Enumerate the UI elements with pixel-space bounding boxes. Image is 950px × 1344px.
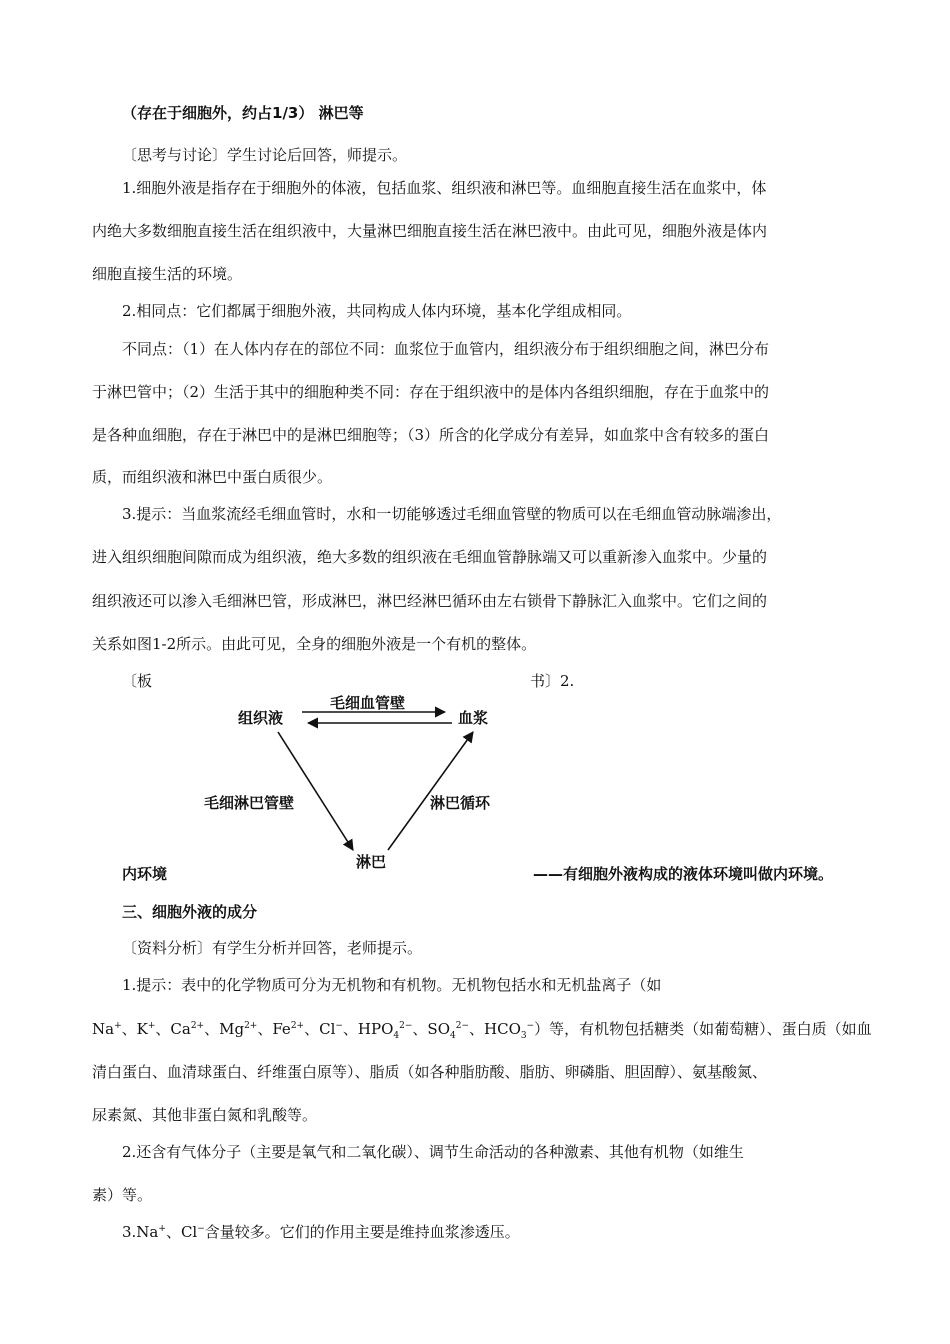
text-line: 不同点：（1）在人体内存在的部位不同：血浆位于血管内，组织液分布于组织细胞之间，淋巴分布 [122, 340, 770, 358]
text-line: 关系如图1-2所示。由此可见，全身的细胞外液是一个有机的整体。 [92, 635, 537, 653]
text-line: 尿素氮、其他非蛋白氮和乳酸等。 [92, 1106, 318, 1124]
ion-charge: − [197, 1224, 205, 1234]
ion-charge: + [114, 1021, 122, 1031]
ion: 、HCO [469, 1020, 521, 1038]
text-line: 〔资料分析〕有学生分析并回答，老师提示。 [122, 939, 423, 957]
capillary-wall-label: 毛细血管壁 [330, 694, 406, 712]
tissue-fluid-node: 组织液 [238, 709, 284, 727]
body-fluid-relationship-diagram [190, 675, 520, 880]
text-line: 清白蛋白、血清球蛋白、纤维蛋白原等）、脂质（如各种脂肪酸、脂肪、卵磷脂、胆固醇）、氨基酸氮、 [92, 1063, 768, 1081]
ion-subscript: 4 [450, 1031, 456, 1041]
ion: 、Mg [204, 1020, 245, 1038]
arrow-lymph-to-plasma [388, 732, 473, 850]
text-fragment: 3.Na [122, 1223, 159, 1241]
inner-environment-definition: ——有细胞外液构成的液体环境叫做内环境。 [533, 865, 834, 883]
text-line: 2.相同点：它们都属于细胞外液，共同构成人体内环境，基本化学组成相同。 [122, 302, 632, 320]
text-line: 细胞直接生活的环境。 [92, 265, 243, 283]
arrow-tissue-to-lymph [278, 732, 353, 850]
text-line: 素）等。 [92, 1186, 153, 1204]
ion-charge: + [158, 1224, 166, 1234]
text-line: 1.细胞外液是指存在于细胞外的体液，包括血浆、组织液和淋巴等。血细胞直接生活在血浆中，体 [122, 179, 767, 197]
plasma-node: 血浆 [458, 709, 489, 727]
ion: 、Ca [155, 1020, 191, 1038]
text-line: 1.提示：表中的化学物质可分为无机物和有机物。无机物包括水和无机盐离子（如 [122, 976, 662, 994]
ion-charge: 2− [399, 1021, 413, 1031]
text-line: 〔思考与讨论〕学生讨论后回答，师提示。 [122, 146, 408, 164]
text-fragment: 、Cl [165, 1223, 198, 1241]
text-line: （存在于细胞外，约占1/3） 淋巴等 [122, 104, 364, 122]
text-line: 2.还含有气体分子（主要是氧气和二氧化碳）、调节生命活动的各种激素、其他有机物（如维生 [122, 1143, 744, 1161]
text-line: 内绝大多数细胞直接生活在组织液中，大量淋巴细胞直接生活在淋巴液中。由此可见，细胞外液是体内 [92, 222, 768, 240]
text-line: 质，而组织液和淋巴中蛋白质很少。 [92, 468, 333, 486]
ion-charge: 2+ [290, 1021, 305, 1031]
ion: 、HPO [342, 1020, 394, 1038]
board-note-right: 书〕2. [530, 672, 575, 690]
text-fragment: ）等，有机物包括糖类（如葡萄糖）、蛋白质（如血 [534, 1020, 872, 1038]
ion: Na [92, 1020, 115, 1038]
ion-subscript: 4 [393, 1031, 400, 1041]
ion-charge: − [335, 1021, 343, 1031]
ion-charge: 2− [455, 1021, 470, 1031]
section-heading: 三、细胞外液的成分 [122, 903, 258, 921]
ion: 、Cl [304, 1020, 336, 1038]
text-fragment: 含量较多。它们的作用主要是维持血浆渗透压。 [204, 1223, 520, 1241]
text-line [122, 1222, 520, 1242]
text-line: 3.提示：当血浆流经毛细血管时，水和一切能够透过毛细血管壁的物质可以在毛细血管动脉端渗出， [122, 505, 782, 523]
ion-list-line [92, 1019, 872, 1039]
ion-charge: + [147, 1021, 156, 1031]
lymph-capillary-wall-label: 毛细淋巴管壁 [204, 794, 295, 812]
ion-charge: 2+ [244, 1021, 258, 1031]
ion: 、Fe [257, 1020, 291, 1038]
text-line: 进入组织细胞间隙而成为组织液，绝大多数的组织液在毛细血管静脉端又可以重新渗入血浆中。少量的 [92, 548, 768, 566]
ion-charge: 2+ [190, 1021, 205, 1031]
ion: 、K [121, 1020, 148, 1038]
inner-environment-term: 内环境 [122, 865, 168, 883]
ion-charge: − [526, 1021, 535, 1031]
text-line: 组织液还可以渗入毛细淋巴管，形成淋巴，淋巴经淋巴循环由左右锁骨下静脉汇入血浆中。它们之间的 [92, 592, 768, 610]
board-note-left: 〔板 [122, 672, 153, 690]
text-line: 于淋巴管中；（2）生活于其中的细胞种类不同：存在于组织液中的是体内各组织细胞，存在于血浆中的 [92, 383, 770, 401]
lymph-circulation-label: 淋巴循环 [430, 794, 491, 812]
lymph-node: 淋巴 [356, 853, 387, 871]
text-line: 是各种血细胞，存在于淋巴中的是淋巴细胞等；（3）所含的化学成分有差异，如血浆中含有较多的蛋白 [92, 426, 770, 444]
ion-subscript: 3 [520, 1031, 527, 1041]
ion: 、SO [412, 1020, 450, 1038]
